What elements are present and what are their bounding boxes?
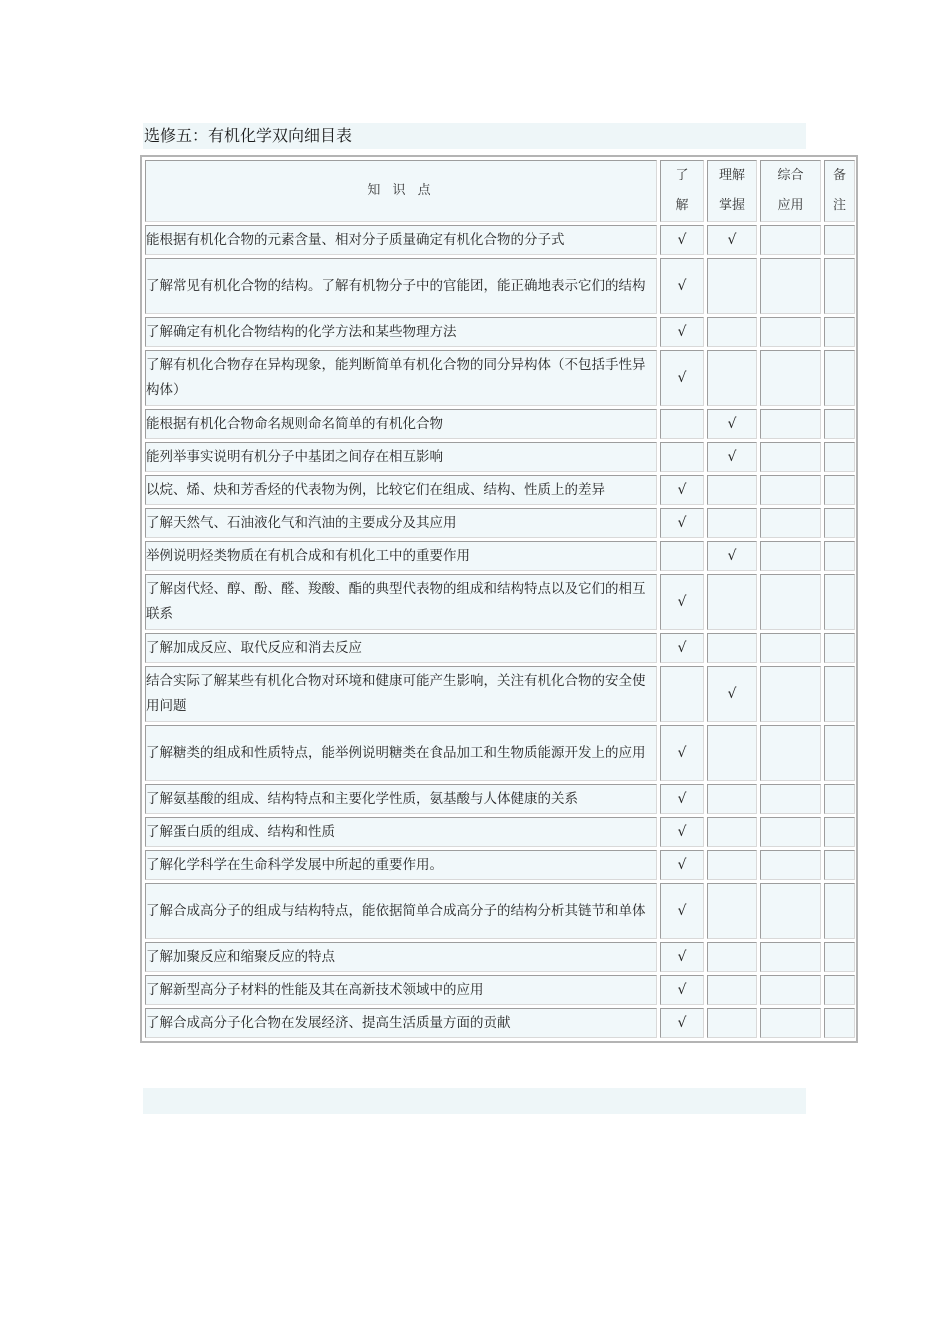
table-row (145, 258, 855, 314)
notes-cell (824, 1008, 855, 1038)
notes-cell (824, 574, 855, 630)
header-understand-top: 了 (675, 168, 689, 183)
knowledge-point-cell: 举例说明烃类物质在有机合成和有机化工中的重要作用 (145, 541, 657, 571)
master-mark: √ (707, 541, 757, 571)
table-row (145, 942, 855, 972)
knowledge-point-cell: 了解加成反应、取代反应和消去反应 (145, 633, 657, 663)
understand-mark: √ (660, 225, 704, 255)
notes-cell (824, 541, 855, 571)
table-row (145, 633, 855, 663)
understand-mark: √ (660, 633, 704, 663)
master-mark (707, 883, 757, 939)
master-mark (707, 1008, 757, 1038)
understand-mark (660, 442, 704, 472)
header-apply (760, 160, 821, 222)
understand-mark: √ (660, 942, 704, 972)
notes-cell (824, 666, 855, 722)
understand-mark: √ (660, 475, 704, 505)
table-row (145, 541, 855, 571)
notes-cell (824, 258, 855, 314)
master-mark (707, 475, 757, 505)
knowledge-point-cell: 了解糖类的组成和性质特点，能举例说明糖类在食品加工和生物质能源开发上的应用 (145, 725, 657, 781)
master-mark (707, 784, 757, 814)
knowledge-point-cell: 能列举事实说明有机分子中基团之间存在相互影响 (145, 442, 657, 472)
apply-mark (760, 975, 821, 1005)
table-row (145, 1008, 855, 1038)
apply-mark (760, 666, 821, 722)
notes-cell (824, 225, 855, 255)
notes-cell (824, 975, 855, 1005)
knowledge-table (142, 157, 858, 1041)
master-mark (707, 817, 757, 847)
table-row (145, 508, 855, 538)
apply-mark (760, 258, 821, 314)
understand-mark: √ (660, 850, 704, 880)
knowledge-point-cell: 了解新型高分子材料的性能及其在高新技术领域中的应用 (145, 975, 657, 1005)
apply-mark (760, 317, 821, 347)
master-mark: √ (707, 442, 757, 472)
header-master-top: 理解 (718, 168, 745, 183)
knowledge-point-cell: 了解加聚反应和缩聚反应的特点 (145, 942, 657, 972)
table-row (145, 666, 855, 722)
header-understand-bottom: 解 (675, 198, 689, 213)
knowledge-table-frame (140, 155, 858, 1043)
header-knowledge (145, 160, 657, 222)
understand-mark (660, 666, 704, 722)
notes-cell (824, 725, 855, 781)
understand-mark: √ (660, 574, 704, 630)
apply-mark (760, 409, 821, 439)
table-row (145, 225, 855, 255)
knowledge-point-cell: 结合实际了解某些有机化合物对环境和健康可能产生影响，关注有机化合物的安全使用问题 (145, 666, 657, 722)
apply-mark (760, 784, 821, 814)
master-mark (707, 258, 757, 314)
table-row (145, 317, 855, 347)
master-mark (707, 725, 757, 781)
apply-mark (760, 817, 821, 847)
master-mark (707, 574, 757, 630)
table-row (145, 409, 855, 439)
understand-mark (660, 541, 704, 571)
notes-cell (824, 633, 855, 663)
understand-mark: √ (660, 725, 704, 781)
knowledge-point-cell: 了解天然气、石油液化气和汽油的主要成分及其应用 (145, 508, 657, 538)
apply-mark (760, 350, 821, 406)
understand-mark (660, 409, 704, 439)
notes-cell (824, 350, 855, 406)
notes-cell (824, 784, 855, 814)
header-master-bottom: 掌握 (718, 198, 745, 213)
apply-mark (760, 442, 821, 472)
apply-mark (760, 725, 821, 781)
header-apply-top: 综合 (777, 168, 804, 183)
table-row (145, 725, 855, 781)
master-mark (707, 942, 757, 972)
table-row (145, 850, 855, 880)
header-row (145, 160, 855, 222)
apply-mark (760, 1008, 821, 1038)
knowledge-point-cell: 了解卤代烃、醇、酚、醛、羧酸、酯的典型代表物的组成和结构特点以及它们的相互联系 (145, 574, 657, 630)
notes-cell (824, 475, 855, 505)
master-mark (707, 850, 757, 880)
header-understand (660, 160, 704, 222)
apply-mark (760, 574, 821, 630)
notes-cell (824, 850, 855, 880)
knowledge-point-cell: 了解蛋白质的组成、结构和性质 (145, 817, 657, 847)
header-apply-bottom: 应用 (777, 198, 804, 213)
understand-mark: √ (660, 1008, 704, 1038)
header-notes-top: 备 (832, 168, 846, 183)
table-row (145, 883, 855, 939)
knowledge-point-cell: 了解化学科学在生命科学发展中所起的重要作用。 (145, 850, 657, 880)
master-mark (707, 317, 757, 347)
header-knowledge-label: 知 识 点 (367, 183, 435, 198)
table-row (145, 442, 855, 472)
master-mark: √ (707, 225, 757, 255)
table-row (145, 975, 855, 1005)
notes-cell (824, 442, 855, 472)
knowledge-point-cell: 了解合成高分子的组成与结构特点，能依据简单合成高分子的结构分析其链节和单体 (145, 883, 657, 939)
master-mark: √ (707, 666, 757, 722)
apply-mark (760, 225, 821, 255)
table-row (145, 574, 855, 630)
notes-cell (824, 317, 855, 347)
master-mark (707, 350, 757, 406)
header-master (707, 160, 757, 222)
knowledge-point-cell: 了解常见有机化合物的结构。了解有机物分子中的官能团，能正确地表示它们的结构 (145, 258, 657, 314)
knowledge-point-cell: 了解有机化合物存在异构现象，能判断简单有机化合物的同分异构体（不包括手性异构体） (145, 350, 657, 406)
understand-mark: √ (660, 784, 704, 814)
header-notes-bottom: 注 (832, 198, 846, 213)
table-row (145, 817, 855, 847)
apply-mark (760, 508, 821, 538)
page-title: 选修五：有机化学双向细目表 (144, 126, 353, 145)
knowledge-point-cell: 能根据有机化合物命名规则命名简单的有机化合物 (145, 409, 657, 439)
knowledge-point-cell: 了解合成高分子化合物在发展经济、提高生活质量方面的贡献 (145, 1008, 657, 1038)
notes-cell (824, 409, 855, 439)
header-notes (824, 160, 855, 222)
apply-mark (760, 850, 821, 880)
footer-band (143, 1088, 806, 1114)
knowledge-point-cell: 以烷、烯、炔和芳香烃的代表物为例，比较它们在组成、结构、性质上的差异 (145, 475, 657, 505)
knowledge-point-cell: 能根据有机化合物的元素含量、相对分子质量确定有机化合物的分子式 (145, 225, 657, 255)
table-row (145, 350, 855, 406)
understand-mark: √ (660, 975, 704, 1005)
apply-mark (760, 633, 821, 663)
notes-cell (824, 942, 855, 972)
notes-cell (824, 883, 855, 939)
apply-mark (760, 942, 821, 972)
understand-mark: √ (660, 508, 704, 538)
apply-mark (760, 541, 821, 571)
table-row (145, 784, 855, 814)
understand-mark: √ (660, 258, 704, 314)
master-mark (707, 508, 757, 538)
master-mark (707, 633, 757, 663)
master-mark (707, 975, 757, 1005)
apply-mark (760, 883, 821, 939)
understand-mark: √ (660, 817, 704, 847)
notes-cell (824, 508, 855, 538)
knowledge-point-cell: 了解氨基酸的组成、结构特点和主要化学性质，氨基酸与人体健康的关系 (145, 784, 657, 814)
understand-mark: √ (660, 350, 704, 406)
knowledge-point-cell: 了解确定有机化合物结构的化学方法和某些物理方法 (145, 317, 657, 347)
understand-mark: √ (660, 317, 704, 347)
table-row (145, 475, 855, 505)
apply-mark (760, 475, 821, 505)
understand-mark: √ (660, 883, 704, 939)
notes-cell (824, 817, 855, 847)
master-mark: √ (707, 409, 757, 439)
